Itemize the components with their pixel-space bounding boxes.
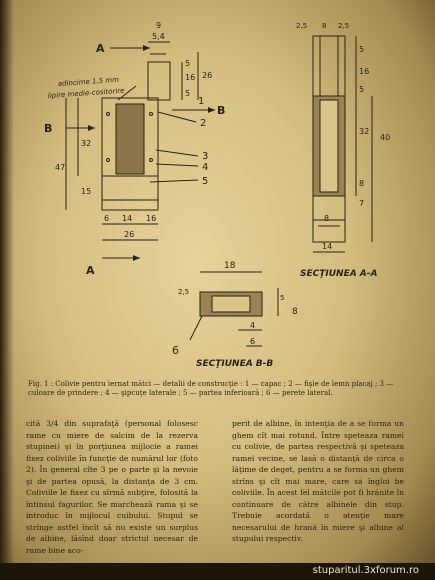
dimension-label: 40 xyxy=(380,133,391,142)
annotation-depth: adincime 1,5 mm xyxy=(57,75,120,88)
dimension-label: 6 xyxy=(250,337,256,346)
dimension-label: 6 xyxy=(104,214,110,223)
dimension-label: 9 xyxy=(156,21,162,30)
dimension-label: 5 xyxy=(359,85,365,94)
dimension-label: 8 xyxy=(292,307,298,317)
part-label: 6 xyxy=(172,344,179,357)
part-label: 2 xyxy=(200,118,207,129)
dimension-label: 15 xyxy=(81,187,92,196)
cut-letter: A xyxy=(96,42,105,55)
part-label: 4 xyxy=(202,162,209,173)
part-label: 1 xyxy=(198,96,205,107)
dimension-label: 5 xyxy=(185,89,191,98)
dimension-label: 16 xyxy=(185,73,196,82)
dimension-label: 5 xyxy=(280,294,285,302)
dimension-label: 2,5 xyxy=(296,22,308,30)
cut-letter: A xyxy=(86,264,95,277)
dimension-label: 26 xyxy=(124,230,135,239)
part-label: 5 xyxy=(202,176,209,187)
section-title-b: SECŢIUNEA B-B xyxy=(196,359,274,369)
watermark-text: stuparitul.3xforum.ro xyxy=(312,565,419,576)
dimension-label: 5 xyxy=(359,45,365,54)
figure-caption: Fig. 1 : Colivie pentru iernat mătci — detalii de construcţie : 1 — capac ; 2 — fişie de lemn placaj ; 3 — culoare de prindere ; 4 — şipcuţe laterale ; 5 — partea inferioară ; 6 — perete lateral. xyxy=(28,380,394,397)
dimension-label: 5 xyxy=(185,59,191,68)
annotation-solder: lipire medie-cositorire xyxy=(47,86,125,100)
dimension-label: 8 xyxy=(324,214,330,223)
dimension-label: 26 xyxy=(202,71,213,80)
dimension-label: 32 xyxy=(359,127,370,136)
dimension-label: 4 xyxy=(250,321,256,330)
dimension-label: 14 xyxy=(122,214,133,223)
dimension-label: 16 xyxy=(146,214,157,223)
body-text-left-column: cită 3/4 din suprafaţă (personal folosesc rame cu miere de salcim de la rezerva stupinei) şi în porţiunea mijlocie a ramei fixez coliviile în funcţie de numărul lor (foto 2). În general cîte 3 pe o parte şi la nevoie şi de partea opusă, la distanţa de 3 cm. Coliviile le fixez cu sîrmă subţire, folosită la întinsul fagurilor. Se marchează rama şi se introduc în mijlocul cuibului. Stupul se strînge astfel încît să nu existe un surplus de albine, lăsînd doar strictul necesar de rame bine aco- xyxy=(26,419,198,555)
part-label: 3 xyxy=(202,151,209,162)
dimension-label: 16 xyxy=(359,67,370,76)
watermark-bar xyxy=(0,563,435,580)
dimension-label: 5,4 xyxy=(152,32,165,41)
dimension-label: 2,5 xyxy=(178,288,190,296)
dimension-label: 2,5 xyxy=(338,22,350,30)
dimension-label: 7 xyxy=(359,199,365,208)
cut-letter: B xyxy=(217,104,226,117)
dimension-label: 32 xyxy=(81,139,92,148)
dimension-label: 14 xyxy=(322,242,333,251)
dimension-label: 8 xyxy=(322,22,327,30)
section-title-a: SECŢIUNEA A-A xyxy=(300,269,378,279)
dimension-label: 47 xyxy=(55,163,66,172)
cut-letter: B xyxy=(44,122,53,135)
dimension-label: 8 xyxy=(359,179,365,188)
body-text-right-column: perit de albine, în intenţia de a se forma un ghem cît mai rotund. Între speteaza ramei cu colivie, de partea respectivă şi speteaza ramei vecine, se lasă o distanţă de circa o lăţime de deget, pentru a se forma un ghem strîns şi cît mai mare, care să îngloi be coliviile. În acest fel mătcile pot fi hrănite în continuare de către albinele din stup. Trebuie acordată o atenţie mare necesarului de hrană în miere şi albine al stupului respectiv. xyxy=(232,419,404,543)
dimension-label: 18 xyxy=(224,261,236,271)
